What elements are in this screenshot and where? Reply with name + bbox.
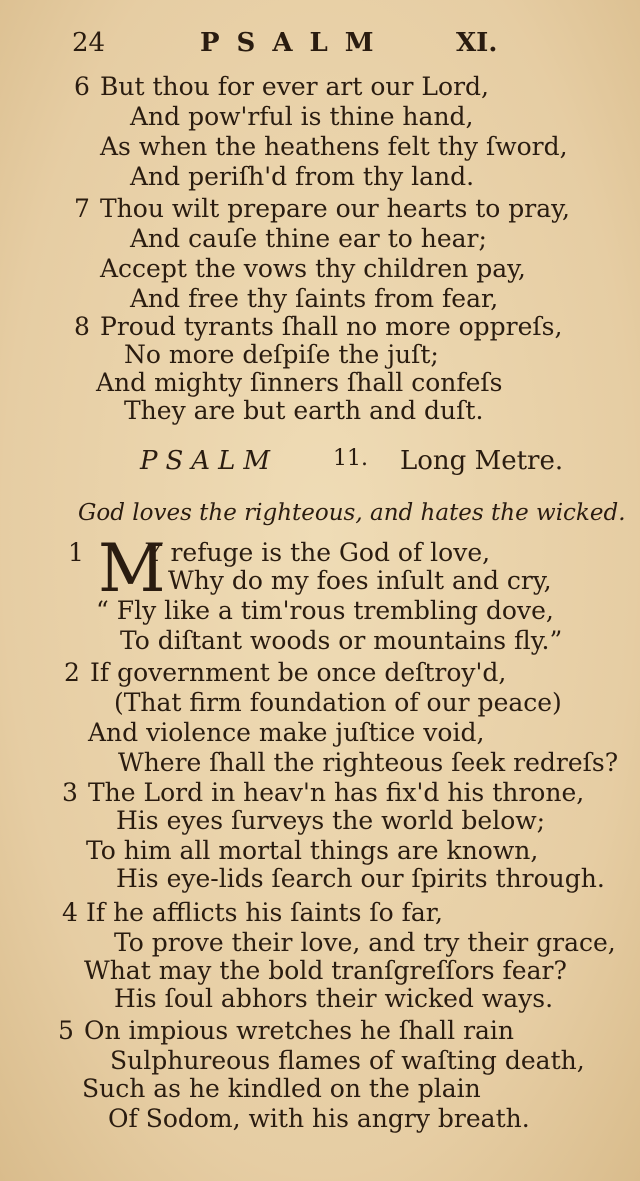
verse-line: Sulphureous flames of waſting death, (110, 1046, 585, 1075)
verse-line: But thou for ever art our Lord, (100, 72, 489, 101)
verse-line: Thou wilt prepare our hearts to pray, (100, 194, 570, 223)
running-psalm-number: XI. (456, 28, 498, 58)
verse-number: 5 (58, 1016, 74, 1045)
verse-line: If government be once deſtroy'd, (90, 658, 507, 687)
page-number: 24 (72, 28, 106, 58)
verse-number: 4 (62, 898, 78, 927)
psalm-title: PSALM (140, 446, 278, 476)
verse-line: Of Sodom, with his angry breath. (108, 1104, 530, 1133)
verse-line: To diſtant woods or mountains fly.” (120, 626, 563, 655)
verse-line: His eyes ſurveys the world below; (116, 806, 546, 835)
verse-line: They are but earth and duſt. (124, 396, 484, 425)
verse-line: Proud tyrants ſhall no more oppreſs, (100, 312, 563, 341)
verse-line: And mighty ſinners ſhall confeſs (96, 368, 503, 397)
verse-number: 3 (62, 778, 78, 807)
verse-line: What may the bold tranſgreſſors fear? (84, 956, 567, 985)
psalm-metre: Long Metre. (400, 446, 564, 476)
verse-number: 7 (74, 194, 90, 223)
verse-line: Why do my foes inſult and cry, (168, 566, 552, 595)
verse-line: As when the heathens felt thy ſword, (100, 132, 568, 161)
verse-line: On impious wretches he ſhall rain (84, 1016, 515, 1045)
verse-line: His eye-lids ſearch our ſpirits through. (116, 864, 605, 893)
verse-line: “ Fly like a tim'rous trembling dove, (96, 596, 554, 625)
verse-line: No more deſpiſe the juſt; (124, 340, 439, 369)
psalm-subtitle: God loves the righteous, and hates the wicked. (78, 500, 626, 526)
running-title: PSALM (200, 28, 391, 58)
verse-line: (That firm foundation of our peace) (114, 688, 562, 717)
psalm-number: 11. (333, 446, 368, 471)
drop-cap: M (98, 530, 166, 607)
verse-line: Such as he kindled on the plain (82, 1074, 481, 1103)
verse-line: Y refuge is the God of love, (146, 538, 491, 567)
verse-number: 2 (64, 658, 80, 687)
verse-line: And free thy ſaints from fear, (130, 284, 499, 313)
psalm-heading (0, 446, 640, 482)
verse-line: To him all mortal things are known, (86, 836, 539, 865)
verse-line: And periſh'd from thy land. (130, 162, 475, 191)
verse-number: 8 (74, 312, 90, 341)
running-header (0, 28, 640, 64)
verse-line: Accept the vows thy children pay, (100, 254, 526, 283)
verse-number: 1 (68, 538, 84, 567)
verse-line: To prove their love, and try their grace, (114, 928, 616, 957)
verse-line: Where ſhall the righteous ſeek redreſs? (118, 748, 619, 777)
verse-line: His ſoul abhors their wicked ways. (114, 984, 554, 1013)
verse-line: If he afflicts his ſaints ſo far, (86, 898, 443, 927)
verse-number: 6 (74, 72, 90, 101)
verse-line: And cauſe thine ear to hear; (130, 224, 487, 253)
verse-line: The Lord in heav'n has fix'd his throne, (88, 778, 585, 807)
verse-line: And violence make juſtice void, (88, 718, 485, 747)
verse-line: And pow'rful is thine hand, (130, 102, 474, 131)
